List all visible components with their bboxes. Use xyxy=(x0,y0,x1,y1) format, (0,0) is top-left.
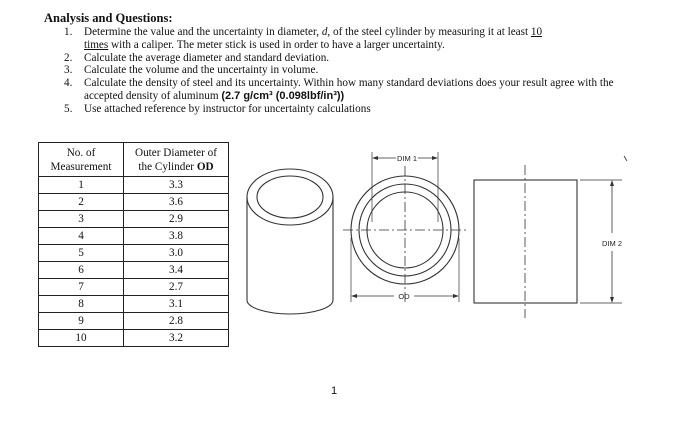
measurement-no: 7 xyxy=(39,279,124,296)
header-text: Measurement xyxy=(50,160,112,173)
question-text: Determine the value and the uncertainty in diameter, xyxy=(84,26,322,38)
section-heading: Analysis and Questions: xyxy=(44,11,173,25)
dim1-label: DIM 1 xyxy=(396,154,418,163)
od-value: 3.2 xyxy=(124,330,229,347)
question-number: 4. xyxy=(64,77,73,90)
question-number: 1. xyxy=(64,26,73,38)
header-text: the Cylinder xyxy=(138,160,197,173)
page-number: 1 xyxy=(331,385,338,397)
question-text: Calculate the average diameter and standard deviation. xyxy=(84,51,330,64)
underlined-count: 10 xyxy=(530,26,543,38)
question-text: with a caliper. The meter stick is used in order to have a larger uncertainty. xyxy=(108,38,445,51)
measurement-no: 3 xyxy=(39,211,124,228)
header-od: OD xyxy=(196,160,214,173)
od-value: 2.8 xyxy=(124,313,229,330)
question-number: 2. xyxy=(64,51,73,64)
measurement-no: 5 xyxy=(39,245,124,262)
od-value: 3.3 xyxy=(124,177,229,194)
question-number: 3. xyxy=(64,64,73,77)
variable-d: d xyxy=(321,26,328,38)
od-value: 3.4 xyxy=(124,262,229,279)
dim2-label: DIM 2 xyxy=(601,239,623,248)
question-text: Calculate the density of steel and its uncertainty. Within how many standard deviations does your result agree with the accepted density of aluminum xyxy=(84,77,614,102)
od-value: 2.7 xyxy=(124,279,229,296)
header-text: Outer Diameter of xyxy=(134,146,217,159)
od-value: 3.6 xyxy=(124,194,229,211)
measurement-no: 9 xyxy=(39,313,124,330)
od-value: 3.0 xyxy=(124,245,229,262)
od-label: OD xyxy=(398,292,410,301)
accepted-density: (2.7 g/cm³ (0.098lbf/in³)) xyxy=(221,89,345,102)
measurement-no: 8 xyxy=(39,296,124,313)
question-text: , of the steel cylinder by measuring it at least xyxy=(327,26,531,38)
question-text: Calculate the volume and the uncertainty in volume. xyxy=(84,64,319,77)
header-text: No. of xyxy=(66,146,96,159)
od-value: 3.8 xyxy=(124,228,229,245)
measurement-no: 4 xyxy=(39,228,124,245)
measurement-no: 2 xyxy=(39,194,124,211)
od-value: 3.1 xyxy=(124,296,229,313)
underlined-times: times xyxy=(84,38,109,51)
od-value: 2.9 xyxy=(124,211,229,228)
cylinder-side-view xyxy=(474,156,627,318)
measurement-no: 6 xyxy=(39,262,124,279)
measurement-no: 10 xyxy=(39,330,124,347)
question-text: Use attached reference by instructor for uncertainty calculations xyxy=(84,102,371,115)
cylinder-3d-drawing xyxy=(247,169,333,314)
measurement-no: 1 xyxy=(39,177,124,194)
question-number: 5. xyxy=(64,102,73,115)
cylinder-top-view xyxy=(343,152,467,302)
